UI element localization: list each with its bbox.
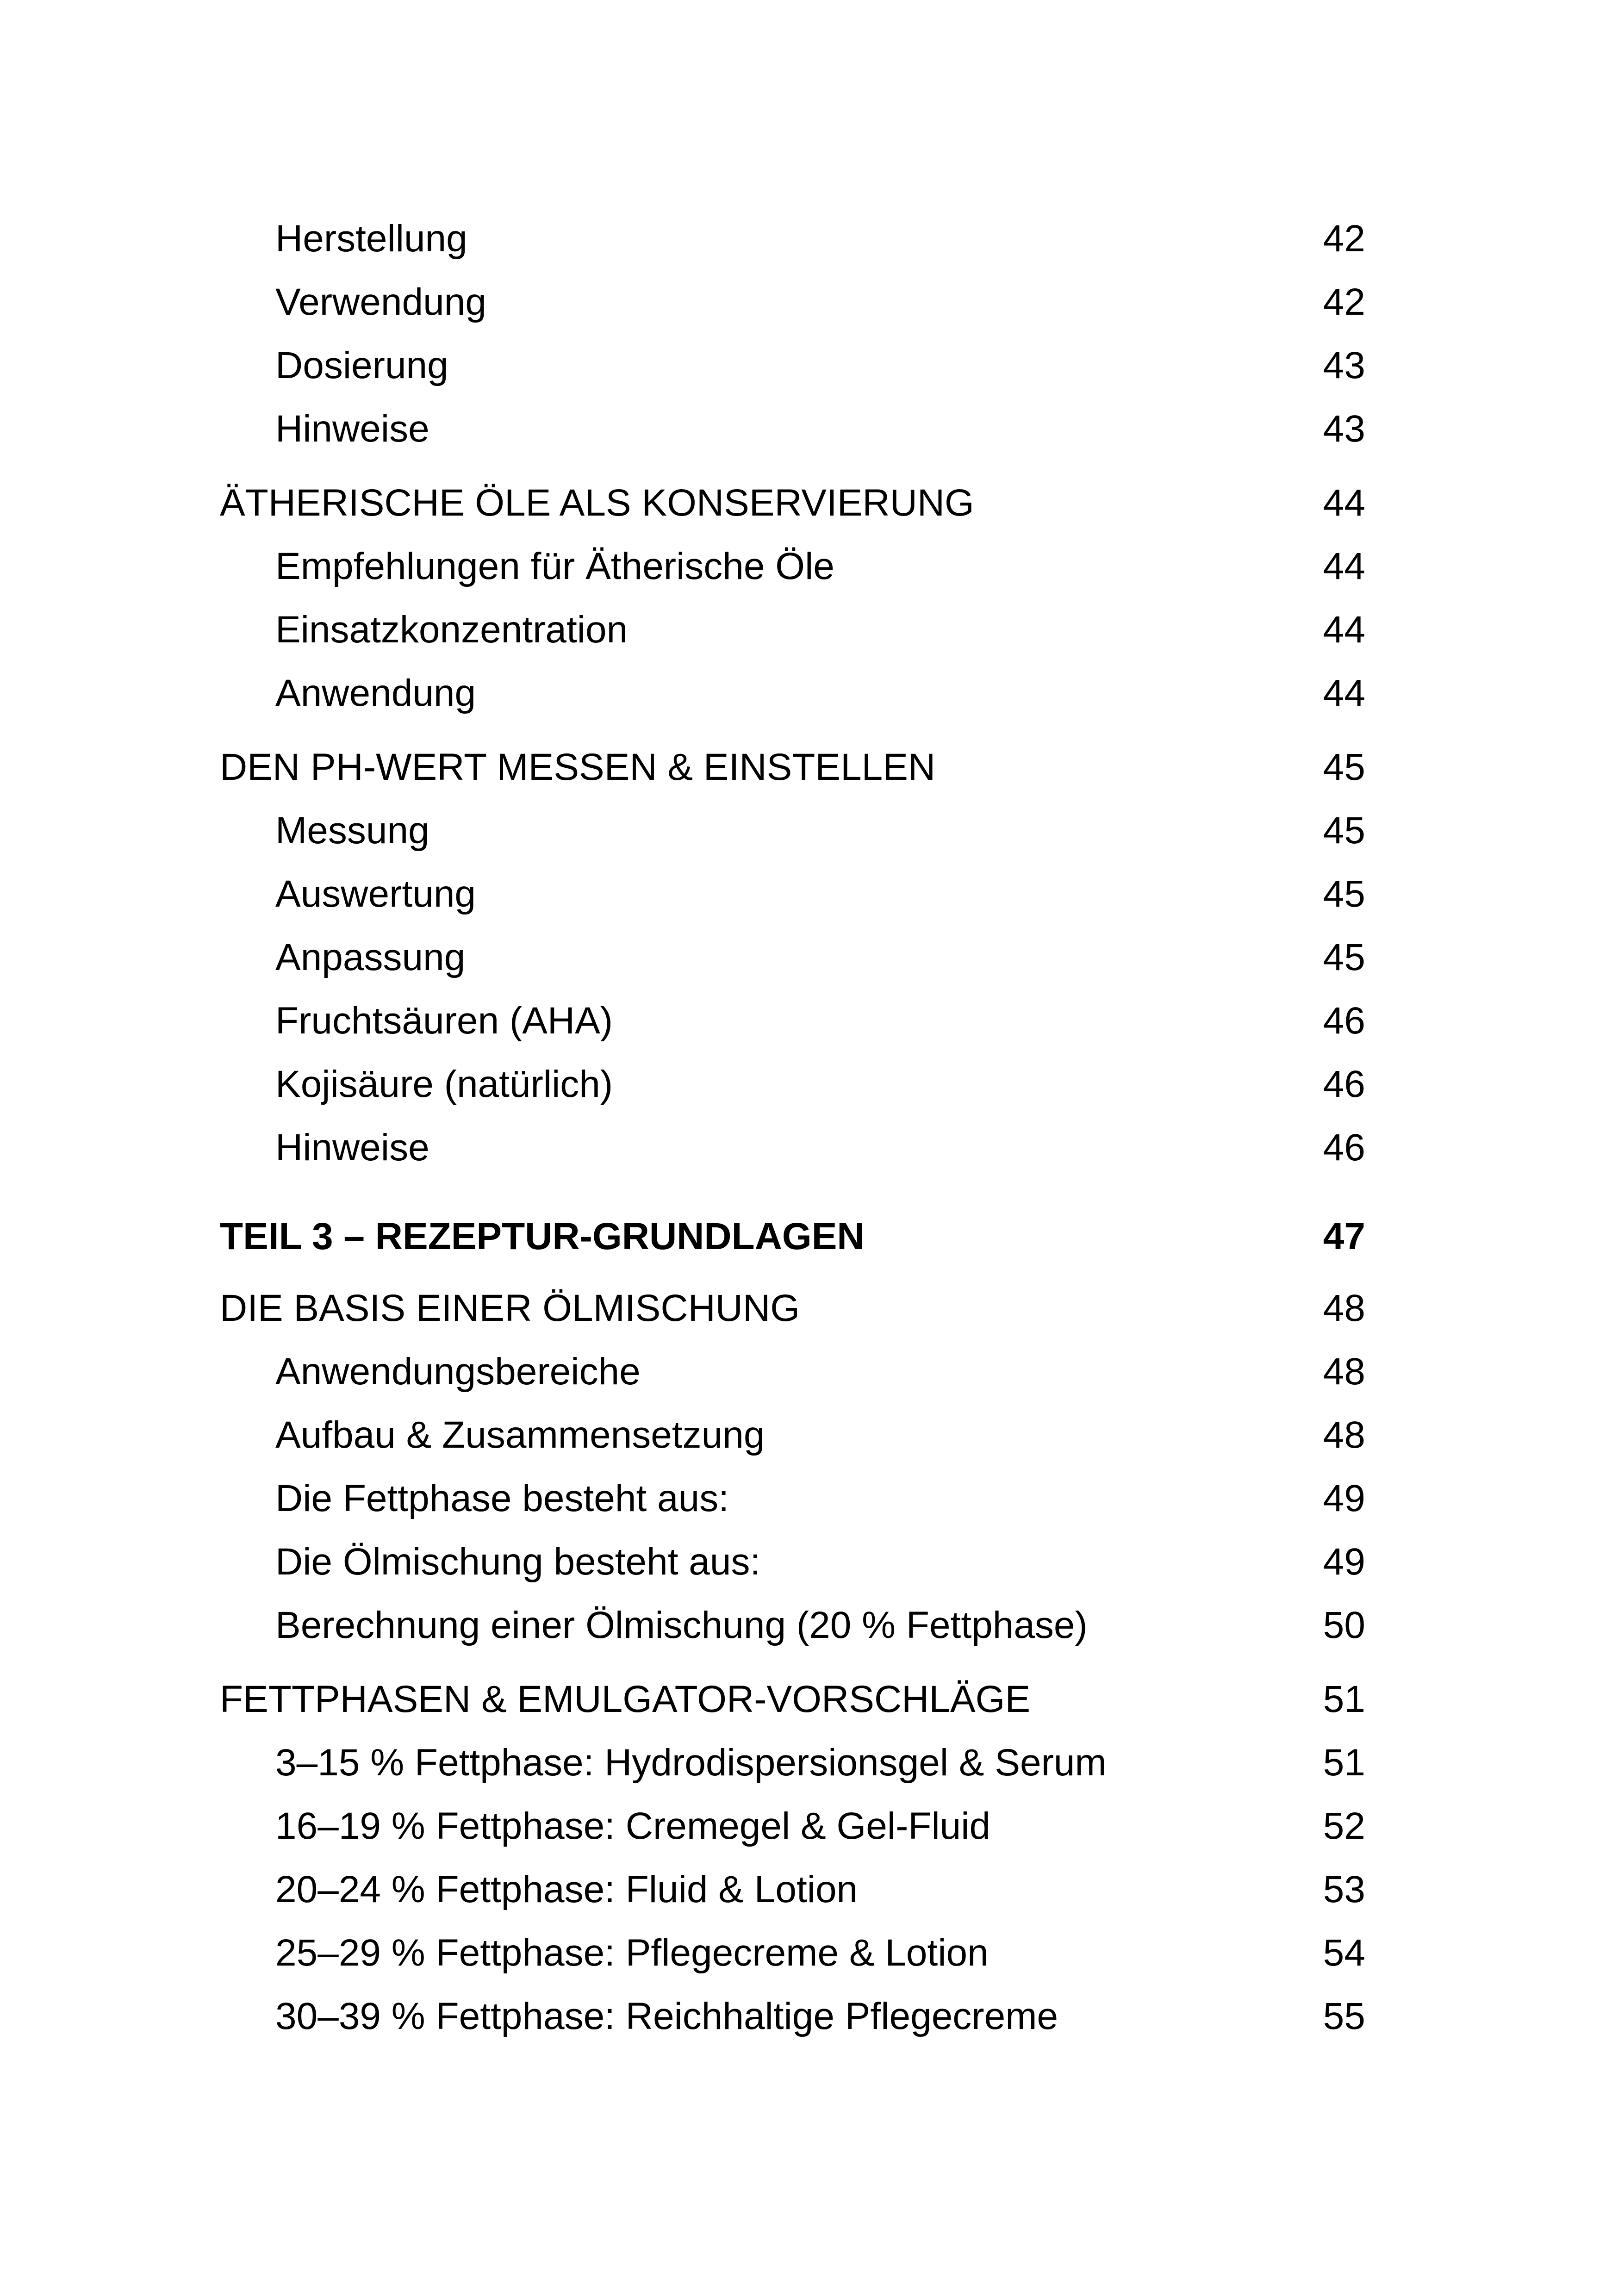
toc-entry-page: 49	[1323, 1541, 1365, 1583]
toc-entry-title: Anwendung	[275, 672, 476, 714]
toc-entry-title: Anwendungsbereiche	[275, 1350, 641, 1393]
toc-entry	[220, 1794, 1365, 1858]
toc-entry-title: Hinweise	[275, 1126, 429, 1169]
table-of-contents	[220, 207, 1365, 2048]
toc-entry-title: Empfehlungen für Ätherische Öle	[275, 545, 834, 587]
toc-entry	[220, 1530, 1365, 1593]
toc-entry-page: 45	[1323, 809, 1365, 852]
toc-entry	[220, 926, 1365, 989]
toc-entry	[220, 1467, 1365, 1530]
toc-entry-page: 44	[1323, 609, 1365, 651]
toc-entry	[220, 1116, 1365, 1179]
toc-entry-page: 51	[1323, 1742, 1365, 1784]
toc-entry	[220, 661, 1365, 725]
toc-entry	[220, 1403, 1365, 1467]
toc-chapter-page: 51	[1323, 1678, 1365, 1720]
toc-chapter-title: DEN PH-WERT MESSEN & EINSTELLEN	[220, 746, 936, 788]
toc-chapter	[220, 1276, 1365, 1340]
toc-entry-title: Fruchtsäuren (AHA)	[275, 1000, 613, 1042]
toc-entry-title: 3–15 % Fettphase: Hydrodispersionsgel & Serum	[275, 1742, 1107, 1784]
toc-entry-title: Kojisäure (natürlich)	[275, 1063, 613, 1105]
toc-entry-page: 50	[1323, 1604, 1365, 1646]
toc-entry-title: Aufbau & Zusammensetzung	[275, 1414, 765, 1456]
toc-entry	[220, 397, 1365, 460]
toc-entry-page: 46	[1323, 1126, 1365, 1169]
toc-part-page: 47	[1323, 1215, 1365, 1257]
toc-entry	[220, 1593, 1365, 1657]
toc-entry	[220, 207, 1365, 270]
toc-entry-page: 52	[1323, 1805, 1365, 1847]
toc-entry	[220, 799, 1365, 862]
toc-entry-page: 48	[1323, 1350, 1365, 1393]
toc-entry	[220, 598, 1365, 661]
toc-entry-title: Messung	[275, 809, 429, 852]
toc-part	[220, 1205, 1365, 1268]
toc-entry	[220, 1985, 1365, 2048]
toc-entry-page: 54	[1323, 1932, 1365, 1974]
toc-entry	[220, 334, 1365, 397]
toc-entry-title: 25–29 % Fettphase: Pflegecreme & Lotion	[275, 1932, 989, 1974]
toc-entry	[220, 862, 1365, 926]
toc-entry-page: 42	[1323, 218, 1365, 260]
toc-entry	[220, 1858, 1365, 1921]
toc-entry-page: 44	[1323, 545, 1365, 587]
toc-entry-page: 49	[1323, 1477, 1365, 1519]
toc-entry-page: 45	[1323, 936, 1365, 978]
toc-entry	[220, 1921, 1365, 1985]
toc-entry-title: Auswertung	[275, 873, 476, 915]
toc-entry-title: Einsatzkonzentration	[275, 609, 628, 651]
toc-entry-page: 53	[1323, 1868, 1365, 1910]
toc-chapter-page: 48	[1323, 1287, 1365, 1329]
toc-chapter	[220, 735, 1365, 799]
toc-entry	[220, 1731, 1365, 1794]
toc-entry-page: 42	[1323, 281, 1365, 323]
toc-entry	[220, 270, 1365, 334]
toc-entry-title: Dosierung	[275, 344, 448, 386]
toc-entry-page: 44	[1323, 672, 1365, 714]
toc-entry-page: 43	[1323, 344, 1365, 386]
toc-entry-title: Verwendung	[275, 281, 486, 323]
toc-entry-page: 55	[1323, 1995, 1365, 2037]
toc-chapter-title: FETTPHASEN & EMULGATOR-VORSCHLÄGE	[220, 1678, 1031, 1720]
toc-entry-title: Die Ölmischung besteht aus:	[275, 1541, 761, 1583]
toc-entry-page: 45	[1323, 873, 1365, 915]
toc-chapter	[220, 471, 1365, 535]
toc-entry-page: 48	[1323, 1414, 1365, 1456]
toc-chapter-title: ÄTHERISCHE ÖLE ALS KONSERVIERUNG	[220, 482, 974, 524]
toc-entry	[220, 989, 1365, 1052]
toc-entry-title: Hinweise	[275, 408, 429, 450]
toc-entry-title: Berechnung einer Ölmischung (20 % Fettphase)	[275, 1604, 1088, 1646]
toc-entry	[220, 1052, 1365, 1116]
toc-entry-title: 30–39 % Fettphase: Reichhaltige Pflegecreme	[275, 1995, 1058, 2037]
toc-chapter	[220, 1668, 1365, 1731]
toc-entry-page: 46	[1323, 1063, 1365, 1105]
toc-entry	[220, 535, 1365, 598]
toc-part-title: TEIL 3 – REZEPTUR-GRUNDLAGEN	[220, 1215, 865, 1257]
toc-chapter-page: 44	[1323, 482, 1365, 524]
toc-entry-title: Die Fettphase besteht aus:	[275, 1477, 729, 1519]
toc-entry	[220, 1340, 1365, 1403]
toc-entry-title: 16–19 % Fettphase: Cremegel & Gel-Fluid	[275, 1805, 991, 1847]
toc-entry-title: Anpassung	[275, 936, 466, 978]
toc-chapter-title: DIE BASIS EINER ÖLMISCHUNG	[220, 1287, 800, 1329]
toc-entry-page: 46	[1323, 1000, 1365, 1042]
toc-entry-title: 20–24 % Fettphase: Fluid & Lotion	[275, 1868, 858, 1910]
toc-entry-page: 43	[1323, 408, 1365, 450]
toc-chapter-page: 45	[1323, 746, 1365, 788]
toc-entry-title: Herstellung	[275, 218, 467, 260]
